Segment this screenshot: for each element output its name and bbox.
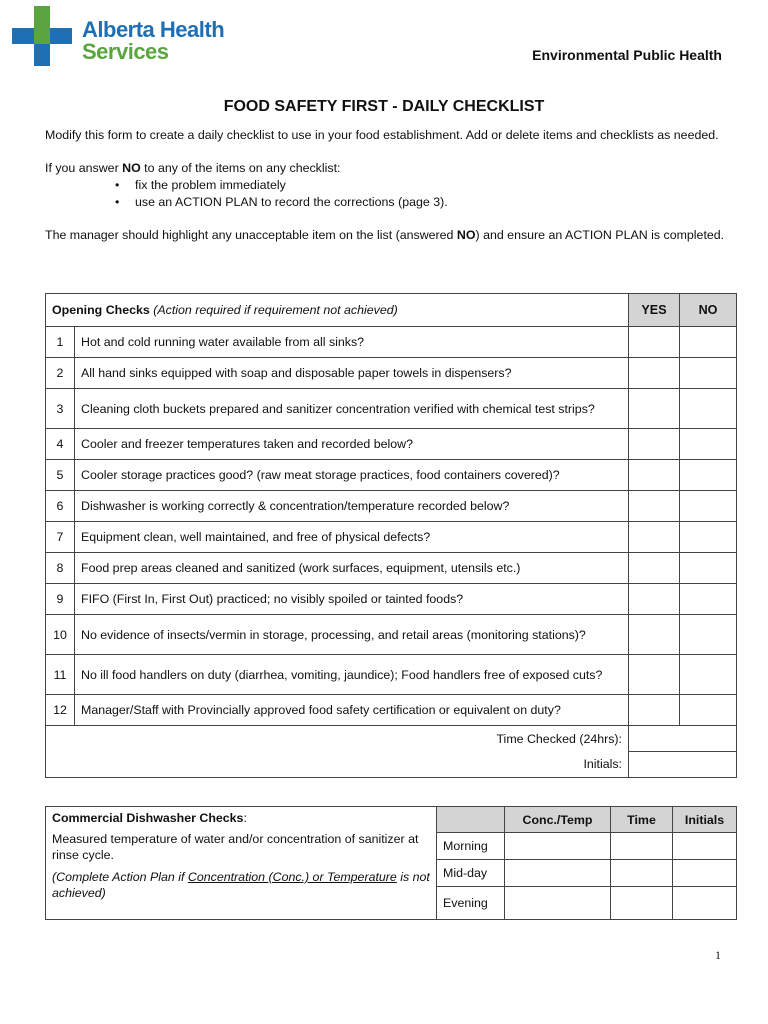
- ahs-logo: [12, 6, 232, 70]
- time-cell[interactable]: [611, 833, 673, 860]
- initials-field[interactable]: [629, 752, 737, 778]
- item-number: 7: [46, 522, 75, 553]
- no-cell[interactable]: [680, 615, 737, 655]
- no-cell[interactable]: [680, 522, 737, 553]
- instructions-list: [45, 177, 735, 211]
- no-cell[interactable]: [680, 327, 737, 358]
- instruction-item: • use an ACTION PLAN to record the corrections (page 3).: [135, 194, 735, 211]
- table-row: [46, 615, 737, 655]
- time-of-day-label: Mid-day: [437, 860, 505, 887]
- item-text: No evidence of insects/vermin in storage, processing, and retail areas (monitoring stations)?: [75, 615, 629, 655]
- time-cell[interactable]: [611, 887, 673, 920]
- opening-checks-header: [46, 294, 737, 327]
- intro-paragraph-2: If you answer NO to any of the items on any checklist:: [45, 161, 341, 175]
- time-of-day-label: Evening: [437, 887, 505, 920]
- conc-temp-cell[interactable]: [505, 860, 611, 887]
- opening-checks-heading: Opening Checks (Action required if requirement not achieved): [46, 294, 629, 327]
- instruction-item: • fix the problem immediately: [135, 177, 735, 194]
- yes-cell[interactable]: [629, 522, 680, 553]
- page-number: 1: [715, 948, 721, 962]
- conc-temp-cell[interactable]: [505, 833, 611, 860]
- initials-row: [46, 752, 737, 778]
- table-row: [46, 358, 737, 389]
- table-row: [46, 655, 737, 695]
- no-cell[interactable]: [680, 491, 737, 522]
- item-text: Equipment clean, well maintained, and free of physical defects?: [75, 522, 629, 553]
- item-number: 6: [46, 491, 75, 522]
- page-title: FOOD SAFETY FIRST - DAILY CHECKLIST: [223, 98, 545, 115]
- time-checked-field[interactable]: [629, 726, 737, 752]
- dishwasher-title: Commercial Dishwasher Checks: [52, 811, 244, 825]
- no-cell[interactable]: [680, 358, 737, 389]
- table-row: [46, 327, 737, 358]
- item-number: 8: [46, 553, 75, 584]
- intro-paragraph-1: Modify this form to create a daily checklist to use in your food establishment. Add or delete items and checklists as needed.: [45, 128, 719, 142]
- time-checked-label: Time Checked (24hrs):: [46, 726, 629, 752]
- item-text: Hot and cold running water available from all sinks?: [75, 327, 629, 358]
- table-row: [46, 584, 737, 615]
- intro-text: [45, 127, 735, 244]
- item-number: 3: [46, 389, 75, 429]
- item-number: 2: [46, 358, 75, 389]
- dishwasher-checks-table: [45, 806, 737, 920]
- opening-checks-table: [45, 293, 737, 778]
- yes-cell[interactable]: [629, 460, 680, 491]
- yes-cell[interactable]: [629, 429, 680, 460]
- no-column-header: NO: [680, 294, 737, 327]
- initials-cell[interactable]: [673, 887, 737, 920]
- no-cell[interactable]: [680, 695, 737, 726]
- initials-label: Initials:: [46, 752, 629, 778]
- no-cell[interactable]: [680, 389, 737, 429]
- table-row: [46, 491, 737, 522]
- conc-temp-header: Conc./Temp: [505, 807, 611, 833]
- ahs-logo-text: [82, 19, 224, 63]
- yes-cell[interactable]: [629, 491, 680, 522]
- item-text: Cooler storage practices good? (raw meat storage practices, food containers covered)?: [75, 460, 629, 491]
- ahs-cross-icon: [12, 6, 74, 68]
- time-checked-row: [46, 726, 737, 752]
- item-text: Cooler and freezer temperatures taken and recorded below?: [75, 429, 629, 460]
- item-number: 11: [46, 655, 75, 695]
- table-row: [46, 389, 737, 429]
- yes-cell[interactable]: [629, 358, 680, 389]
- item-number: 5: [46, 460, 75, 491]
- no-cell[interactable]: [680, 429, 737, 460]
- table-row: [46, 553, 737, 584]
- item-text: Cleaning cloth buckets prepared and sanitizer concentration verified with chemical test strips?: [75, 389, 629, 429]
- item-number: 10: [46, 615, 75, 655]
- no-cell[interactable]: [680, 460, 737, 491]
- no-cell[interactable]: [680, 553, 737, 584]
- yes-cell[interactable]: [629, 553, 680, 584]
- logo-line-2: Services: [82, 39, 169, 64]
- initials-header: Initials: [673, 807, 737, 833]
- dishwasher-note: (Complete Action Plan if Concentration (Conc.) or Temperature is not achieved): [52, 870, 430, 900]
- yes-cell[interactable]: [629, 584, 680, 615]
- item-text: FIFO (First In, First Out) practiced; no visibly spoiled or tainted foods?: [75, 584, 629, 615]
- item-text: All hand sinks equipped with soap and disposable paper towels in dispensers?: [75, 358, 629, 389]
- table-row: [46, 460, 737, 491]
- time-header: Time: [611, 807, 673, 833]
- item-number: 1: [46, 327, 75, 358]
- item-text: Food prep areas cleaned and sanitized (work surfaces, equipment, utensils etc.): [75, 553, 629, 584]
- yes-cell[interactable]: [629, 389, 680, 429]
- no-cell[interactable]: [680, 655, 737, 695]
- time-cell[interactable]: [611, 860, 673, 887]
- table-row: [46, 429, 737, 460]
- item-text: Dishwasher is working correctly & concentration/temperature recorded below?: [75, 491, 629, 522]
- yes-cell[interactable]: [629, 327, 680, 358]
- table-row: [46, 695, 737, 726]
- yes-cell[interactable]: [629, 615, 680, 655]
- dishwasher-description: Commercial Dishwasher Checks: Measured temperature of water and/or concentration of sanitizer at rinse cycle. (Complete Action Plan if Concentration (Conc.) or Temperature is not achieved): [46, 807, 437, 920]
- conc-temp-cell[interactable]: [505, 887, 611, 920]
- initials-cell[interactable]: [673, 860, 737, 887]
- item-number: 12: [46, 695, 75, 726]
- yes-column-header: YES: [629, 294, 680, 327]
- dishwasher-instructions: Measured temperature of water and/or concentration of sanitizer at rinse cycle.: [52, 832, 419, 862]
- item-text: No ill food handlers on duty (diarrhea, vomiting, jaundice); Food handlers free of exposed cuts?: [75, 655, 629, 695]
- initials-cell[interactable]: [673, 833, 737, 860]
- item-text: Manager/Staff with Provincially approved food safety certification or equivalent on duty?: [75, 695, 629, 726]
- time-of-day-header: [437, 807, 505, 833]
- item-number: 9: [46, 584, 75, 615]
- time-of-day-label: Morning: [437, 833, 505, 860]
- department-name: Environmental Public Health: [532, 47, 722, 63]
- yes-cell[interactable]: [629, 695, 680, 726]
- logo-line-1: Alberta Health: [82, 17, 225, 42]
- intro-paragraph-3: The manager should highlight any unacceptable item on the list (answered NO) and ensure an ACTION PLAN is completed.: [45, 228, 725, 242]
- table-row: [46, 522, 737, 553]
- yes-cell[interactable]: [629, 655, 680, 695]
- no-cell[interactable]: [680, 584, 737, 615]
- item-number: 4: [46, 429, 75, 460]
